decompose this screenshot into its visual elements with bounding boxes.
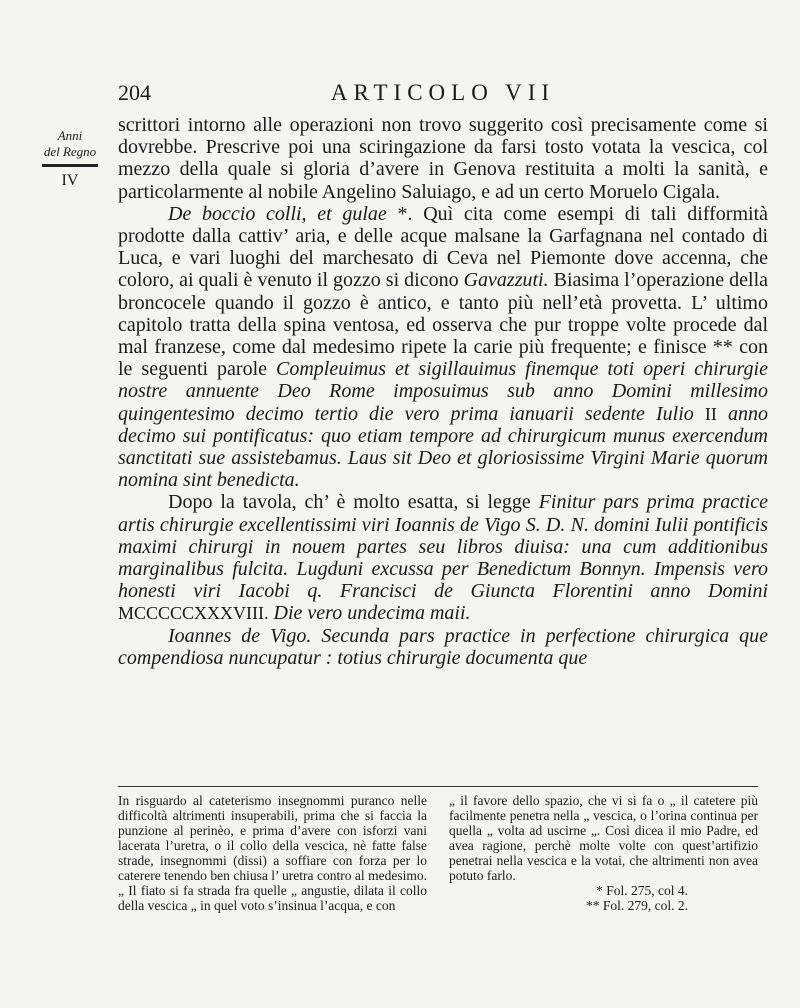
- margin-anni: Anni: [57, 128, 83, 143]
- page-header: [118, 80, 768, 110]
- note-right-text: „ il favore dello spazio, che vi si fa o „ il catetere più facilmente penetra nella „ vescica, o l’orina continua per quella „ volta ad uscirne „. Così dicea il mio Padre, ed avea ragione, perchè molte volte con quest’artifizio penetrai nella vescica e la votai, che altrimenti non avea potuto farlo.: [449, 793, 758, 883]
- page-number: 204: [118, 80, 151, 105]
- footnote-mark: *.: [386, 202, 424, 225]
- latin-explicit-end: Die vero undecima maii.: [268, 602, 471, 625]
- running-title: ARTICOLO VII: [330, 80, 556, 105]
- latin-colophon-2: anno decimo sui pontificatus: quo etiam tempore ad chirurgicum munus exercendum sanctitati sue assistebamus. Laus sit Deo et gloriosissime Virgini Marie quorum nomina sint benedicta.: [118, 402, 768, 492]
- paragraph-3: [118, 491, 768, 624]
- margin-rule: [42, 164, 98, 167]
- paragraph-2: [118, 203, 768, 492]
- footnotes: [118, 793, 758, 913]
- note-column-right: [449, 793, 758, 913]
- paragraph-4: Ioannes de Vigo. Secunda pars practice in perfectione chirurgica que compendiosa nuncupatur : totius chirurgie documenta que: [118, 624, 768, 669]
- latin-explicit: Finitur pars prima practice artis chirurgie excellentissimi viri Ioannis de Vigo S. D. N. domini Iulii pontificis maximi chirurgi in nouem partes seu libros diuisa: una cum additionibus marginalibus fulcita. Lugduni excussa per Benedictum Bonnyn. Impensis vero honesti viri Iacobi q. Francisci de Giuncta Florentini anno Domini: [118, 491, 768, 603]
- margin-note: [30, 128, 110, 190]
- gavazzuti-term: Gavazzuti.: [463, 269, 549, 292]
- margin-del-regno: del Regno: [43, 144, 97, 159]
- main-text: [118, 114, 768, 669]
- note-left-text: In risguardo al cateterismo insegnommi puranco nelle difficoltà altrimenti insuperabili, prima che si faccia la punzione al perinèo, e prima d’avere con isforzi vani lacerata l’uretra, o il collo della vescica, nè fatte false strade, insegnommi (dissi) a soffiare con forza per lo caterere tenendo ben chiusa l’ uretra contro al medesimo. „ Il fiato si fa strada fra quelle „ angustie, dilata il collo della vescica „ in quel voto s’insinua l’acqua, e con: [118, 793, 427, 913]
- footnote-1: * Fol. 275, col 4.: [596, 883, 688, 898]
- footnote-2: ** Fol. 279, col. 2.: [585, 898, 688, 913]
- notes-rule: [118, 786, 758, 787]
- margin-reign-number: IV: [61, 172, 79, 189]
- roman-numeral: II: [704, 403, 717, 424]
- note-column-left: [118, 793, 427, 913]
- paragraph-3-text: Dopo la tavola, ch’ è molto esatta, si legge: [168, 491, 539, 514]
- paragraph-2-text-b: Biasima l’operazione della broncocele quando il gozzo è antico, e tanto più nell’età provetta. L’ ultimo capitolo tratta della spina ventosa, ed osserva che pur troppe volte procede dal mal franzese, come dal medesimo ripete la carie più frequente; e finisce ** con le seguenti parole: [118, 269, 769, 381]
- year-numeral: MCCCCCXXXVIII.: [118, 603, 269, 624]
- latin-colophon-1: Compleuimus et sigillauimus finemque toti operi chirurgie nostre annuente Deo Rome imposuimus sub anno Domini millesimo quingentesimo decimo tertio die vero prima ianuarii sedente Iulio: [118, 358, 768, 425]
- latin-heading: De boccio colli, et gulae: [168, 202, 387, 225]
- paragraph-2-text-a: Quì cita come esempi di tali difformità prodotte dalla cattiv’ aria, e delle acque malsane la Garfagnana nel contado di Luca, e vari luoghi del marchesato di Ceva nel Piemonte dove accenna, che coloro, ai quali è venuto il gozzo si dicono: [118, 202, 769, 292]
- paragraph-1: scrittori intorno alle operazioni non trovo suggerito così precisamente come si dovrebbe. Prescrive poi una sciringazione da farsi tosto votata la vescica, col mezzo della quale si gloria d’avere in Genova restituita a molti la sanità, e particolarmente al nobile Angelino Saluiago, e ad un certo Moruelo Cigala.: [118, 114, 768, 203]
